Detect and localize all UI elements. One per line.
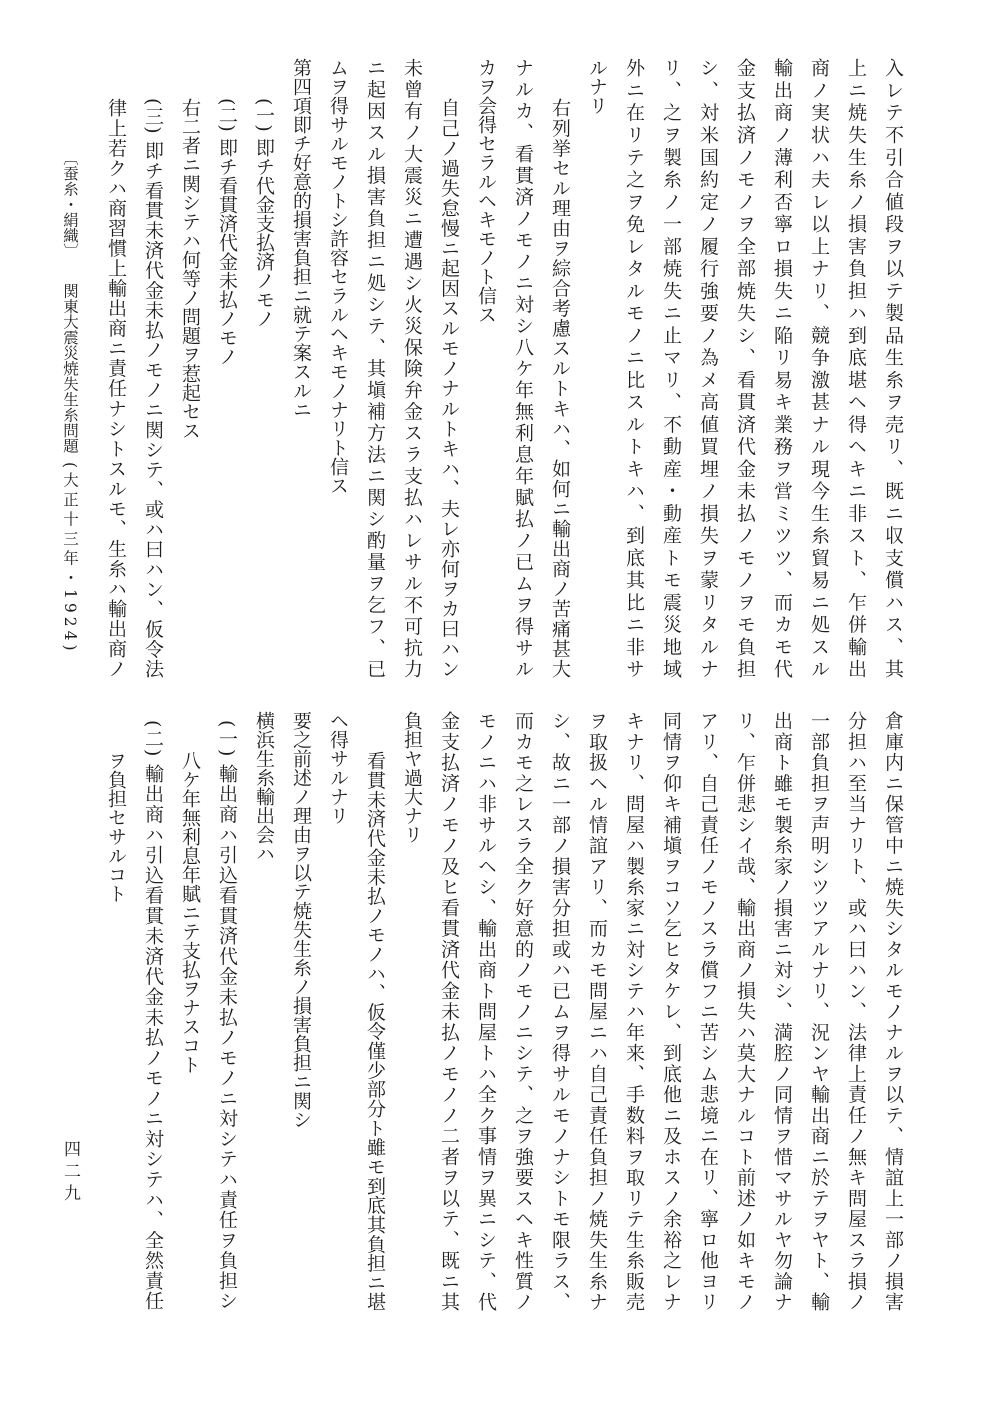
upper-list-item-2: (二) 即チ看貫済代金未払ノモノ xyxy=(216,98,238,366)
lower-column-6: アリ、自己責任ノモノスラ償フニ苦シム悲境ニ在リ、寧ロ他ヨリ xyxy=(697,711,719,1311)
lower-list-item-2-continued: ヲ負担セサルコト xyxy=(105,751,127,903)
upper-column-6: シ、対米国約定ノ履行強要ノ為メ高値買埋ノ損失ヲ蒙リタルナ xyxy=(697,58,719,678)
upper-list-item-3: (三) 即チ看貫未済代金未払ノモノニ関シテ、或ハ曰ハン、仮令法 xyxy=(142,98,164,678)
lower-column-9: ヲ取扱ヘル情誼アリ、而カモ問屋ニハ自己責任負担ノ焼失生糸ナ xyxy=(586,711,608,1311)
upper-column-11: ナルカ、看貫済ノモノニ対シ八ケ年無利息年賦払ノ已ムヲ得サル xyxy=(512,58,534,679)
lower-column-8: キナリ、問屋ハ製糸家ニ対シテハ年来、手数料ヲ取リテ生糸販売 xyxy=(623,711,645,1311)
association-name: 横浜生糸輸出会ハ xyxy=(253,711,275,863)
lower-column-1: 倉庫内ニ保管中ニ焼失シタルモノナルヲ以テ、情誼上一部ノ損害 xyxy=(882,711,904,1311)
lower-column-11: 而カモ之レスラ全ク好意的ノモノニシテ、之ヲ強要スヘキ性質ノ xyxy=(512,711,534,1311)
upper-list-item-1: (一) 即チ代金支払済ノモノ xyxy=(253,98,275,328)
upper-column-7: リ、之ヲ製糸ノ一部焼失ニ止マリ、不動産・動産トモ震災地域 xyxy=(660,58,682,678)
upper-column-5: 金支払済ノモノヲ全部焼失シ、看貫済代金未払ノモノヲモ負担 xyxy=(734,58,756,678)
upper-column-13: 自己ノ過失怠慢ニ起因スルモノナルトキハ、夫レ亦何ヲカ曰ハン xyxy=(438,98,460,678)
header-category: 〔蚕糸・絹織〕 xyxy=(61,150,79,259)
lower-column-12: モノニハ非サルヘシ、輸出商ト問屋トハ全ク事情ヲ異ニシテ、代 xyxy=(475,711,497,1311)
lower-column-14: 負担ヤ過大ナリ xyxy=(401,711,423,844)
lower-column-15: 看貫未済代金未払ノモノハ、仮令僅少部分ト雖モ到底其負担ニ堪 xyxy=(364,751,386,1311)
upper-column-4: 輸出商ノ薄利否寧ロ損失ニ陥リ易キ業務ヲ営ミツツ、而カモ代 xyxy=(771,58,793,678)
lower-column-16: ヘ得サルナリ xyxy=(327,711,349,825)
upper-column-1: 入レテ不引合値段ヲ以テ製品生糸ヲ売リ、既ニ収支償ハス、其 xyxy=(882,58,904,678)
upper-column-8: 外ニ在リテ之ヲ免レタルモノニ比スルトキハ、到底其比ニ非サ xyxy=(623,58,645,679)
upper-column-16: ムヲ得サルモノトシ許容セラルヘキモノナリト信ス xyxy=(327,58,349,495)
lower-column-5: リ、乍併悲シイ哉、輸出商ノ損失ハ莫大ナルコト前述ノ如キモノ xyxy=(734,711,756,1311)
lower-list-item-2: (二) 輸出商ハ引込看貫未済代金未払ノモノニ対シテハ、全然責任 xyxy=(142,720,164,1310)
lower-column-7: 同情ヲ仰キ補塡ヲコソ乞ヒタケレ、到底他ニ及ホスノ余裕之レナ xyxy=(660,711,682,1311)
upper-column-9: ルナリ xyxy=(586,58,608,115)
upper-column-20: 右二者ニ関シテハ何等ノ問題ヲ惹起セス xyxy=(179,98,201,440)
conclusion-heading: 要之前述ノ理由ヲ以テ焼失生糸ノ損害負担ニ関シ xyxy=(290,711,312,1129)
upper-column-10: 右列挙セル理由ヲ綜合考慮スルトキハ、如何ニ輸出商ノ苦痛甚大 xyxy=(549,98,571,678)
lower-column-10: シ、故ニ一部ノ損害分担或ハ已ムヲ得サルモノナシトモ限ラス、 xyxy=(549,711,571,1311)
section-heading-item-4: 第四項即チ好意的損害負担ニ就テ案スルニ xyxy=(290,58,312,419)
upper-list-item-3-continued: 律上若クハ商習慣上輸出商ニ責任ナシトスルモ、生糸ハ輸出商ノ xyxy=(105,98,127,678)
lower-column-4: 出商ト雖モ製糸家ノ損害ニ対シ、満腔ノ同情ヲ惜マサルヤ勿論ナ xyxy=(771,711,793,1311)
lower-column-2: 分担ハ至当ナリト、或ハ曰ハン、法律上責任ノ無キ問屋スラ損ノ xyxy=(845,711,867,1311)
upper-column-14: 未曾有ノ大震災ニ遭遇シ火災保険弁金スラ支払ハレサル不可抗力 xyxy=(401,58,423,678)
upper-column-3: 商ノ実状ハ夫レ以上ナリ、競争激甚ナル現今生糸貿易ニ処スル xyxy=(808,58,830,679)
header-title: 関東大震災焼失生糸問題 xyxy=(61,283,79,454)
upper-column-2: 上ニ焼失生糸ノ損害負担ハ到底堪ヘ得ヘキニ非スト、乍併輸出 xyxy=(845,58,867,678)
page-number: 四二九 xyxy=(60,1140,80,1206)
lower-list-item-1: (一) 輸出商ハ引込看貫済代金未払ノモノニ対シテハ責任ヲ負担シ xyxy=(216,720,238,1310)
lower-column-3: 一部負担ヲ声明シツツアルナリ、況ンヤ輸出商ニ於テヲヤト、輸 xyxy=(808,711,830,1311)
upper-column-15: ニ起因スル損害負担ニ処シテ、其塡補方法ニ関シ酌量ヲ乞フ、已 xyxy=(364,58,386,678)
lower-list-item-1-continued: 八ケ年無利息年賦ニテ支払ヲナスコト xyxy=(179,751,201,1074)
header-year: (大正十三年・1924) xyxy=(61,462,79,655)
lower-column-13: 金支払済ノモノ及ヒ看貫済代金未払ノモノノ二者ヲ以テ、既ニ其 xyxy=(438,711,460,1311)
upper-column-12: カヲ会得セラルヘキモノト信ス xyxy=(475,58,497,324)
